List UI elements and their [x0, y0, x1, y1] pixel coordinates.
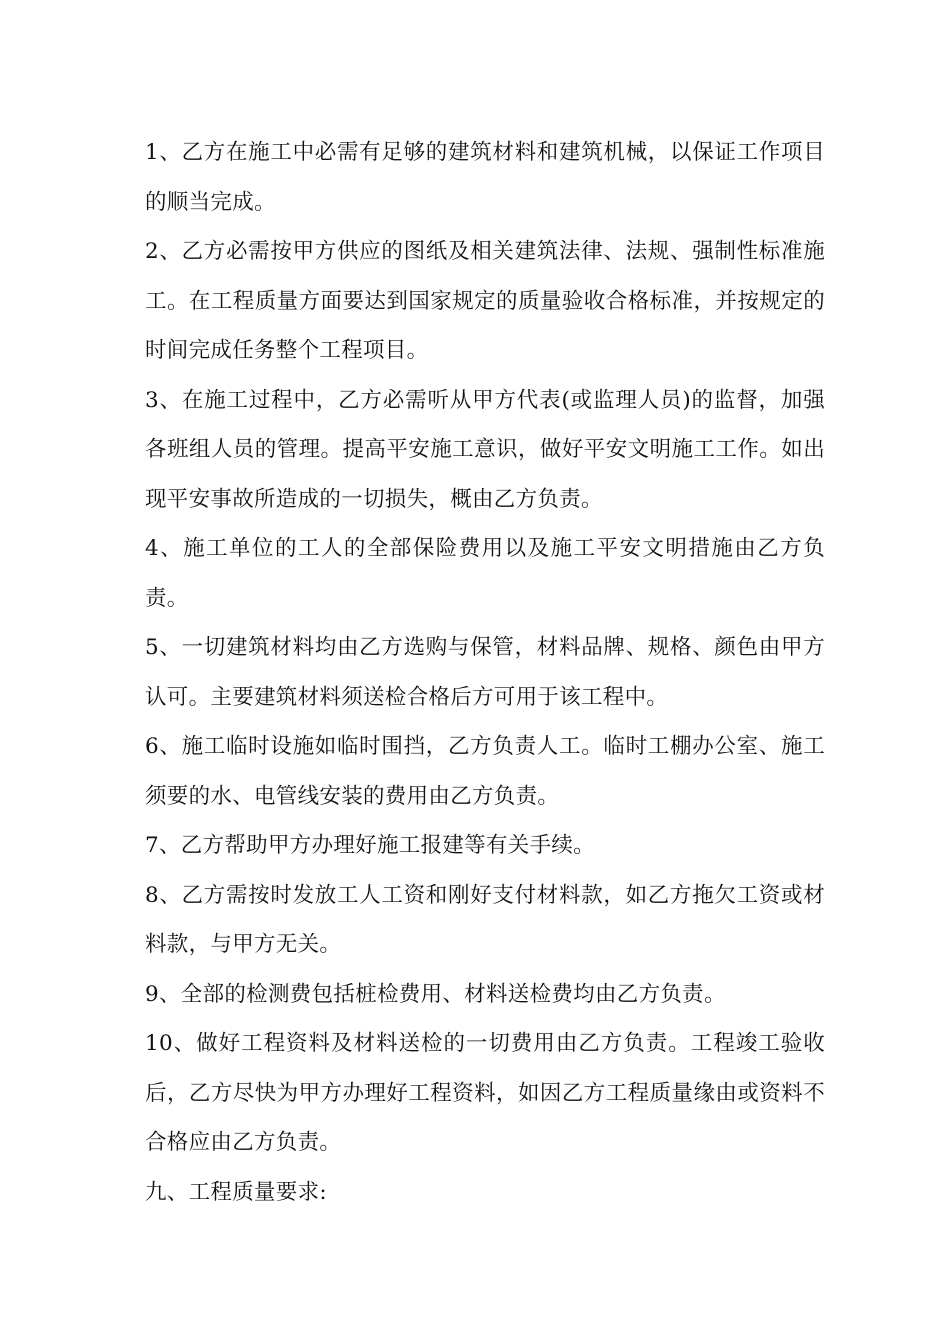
clause-7-paragraph: 7、乙方帮助甲方办理好施工报建等有关手续。 [145, 833, 595, 858]
clause-3-paragraph: 3、在施工过程中，乙方必需听从甲方代表(或监理人员)的监督，加强各班组人员的管理。提高平安施工意识，做好平安文明施工工作。如出现平安事故所造成的一切损失，概由乙方负责。 [145, 387, 825, 512]
clause-5-paragraph: 5、一切建筑材料均由乙方选购与保管，材料品牌、规格、颜色由甲方认可。主要建筑材料须送检合格后方可用于该工程中。 [145, 635, 825, 710]
clause-2-paragraph: 2、乙方必需按甲方供应的图纸及相关建筑法律、法规、强制性标准施工。在工程质量方面要达到国家规定的质量验收合格标准，并按规定的时间完成任务整个工程项目。 [145, 239, 825, 363]
section-heading-quality: 九、工程质量要求: [145, 1179, 327, 1205]
document-body [145, 128, 825, 1217]
clause-8-paragraph: 8、乙方需按时发放工人工资和刚好支付材料款，如乙方拖欠工资或材料款，与甲方无关。 [145, 882, 825, 957]
clause-1-paragraph: 1、乙方在施工中必需有足够的建筑材料和建筑机械，以保证工作项目的顺当完成。 [145, 140, 825, 215]
clause-9-paragraph: 9、全部的检测费包括桩检费用、材料送检费均由乙方负责。 [145, 981, 726, 1007]
clause-4-paragraph: 4、施工单位的工人的全部保险费用以及施工平安文明措施由乙方负责。 [145, 536, 825, 611]
clause-6-paragraph: 6、施工临时设施如临时围挡，乙方负责人工。临时工棚办公室、施工须要的水、电管线安装的费用由乙方负责。 [145, 734, 825, 809]
clause-10-paragraph: 10、做好工程资料及材料送检的一切费用由乙方负责。工程竣工验收后，乙方尽快为甲方办理好工程资料，如因乙方工程质量缘由或资料不合格应由乙方负责。 [145, 1031, 825, 1155]
